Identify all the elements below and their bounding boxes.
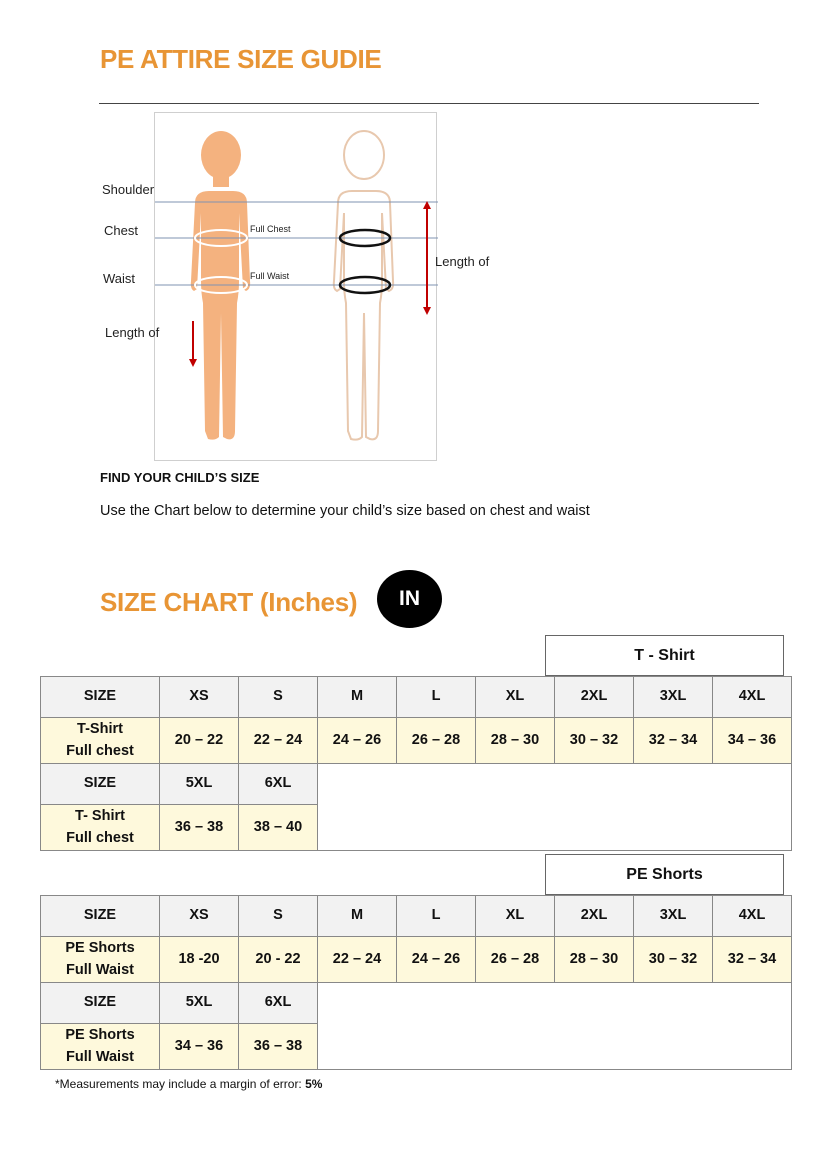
page-title: PE ATTIRE SIZE GUDIE (100, 44, 382, 74)
size-chart-title: SIZE CHART (Inches) (100, 587, 358, 617)
empty-area (318, 983, 792, 1024)
size-header-row (41, 983, 792, 1024)
shoulder-label: Shoulder (102, 182, 155, 197)
size-cell: 3XL (634, 677, 713, 718)
child-body-illustration (155, 113, 438, 462)
measurement-figure (154, 112, 437, 461)
value-cell: 30 – 32 (555, 718, 634, 764)
footnote-value: 5% (305, 1077, 323, 1091)
value-cell: 34 – 36 (713, 718, 792, 764)
title-divider (99, 103, 759, 104)
length-right-label: Length of (435, 254, 490, 269)
measure-label-line: PE Shorts (65, 1026, 135, 1043)
measure-label-cell (41, 1024, 160, 1070)
size-label-cell: SIZE (41, 677, 160, 718)
measure-label-line: T- Shirt (75, 807, 125, 824)
find-size-heading: FIND YOUR CHILD’S SIZE (100, 470, 260, 485)
value-cell: 36 – 38 (160, 805, 239, 851)
value-cell: 32 – 34 (634, 718, 713, 764)
measure-label-cell (41, 718, 160, 764)
shorts-table-caption: PE Shorts (545, 854, 784, 895)
measure-label-line: Full Waist (66, 1048, 134, 1065)
size-label-cell: SIZE (41, 764, 160, 805)
size-header-row (41, 764, 792, 805)
value-cell: 24 – 26 (397, 937, 476, 983)
size-cell: M (318, 896, 397, 937)
tshirt-size-table (40, 676, 792, 851)
measure-label-line: Full Waist (66, 961, 134, 978)
shorts-size-table (40, 895, 792, 1070)
footnote-text: *Measurements may include a margin of error: (55, 1077, 306, 1091)
size-cell: 5XL (160, 764, 239, 805)
size-cell: XL (476, 896, 555, 937)
measure-label-line: PE Shorts (65, 939, 135, 956)
size-cell: XS (160, 896, 239, 937)
measure-label-cell (41, 805, 160, 851)
size-cell: 6XL (239, 983, 318, 1024)
value-cell: 20 - 22 (239, 937, 318, 983)
measure-label-line: Full chest (66, 742, 134, 759)
value-cell: 18 -20 (160, 937, 239, 983)
size-cell: L (397, 896, 476, 937)
full-chest-label: Full Chest (250, 224, 291, 234)
size-cell: 5XL (160, 983, 239, 1024)
measurement-row (41, 1024, 792, 1070)
size-label-cell: SIZE (41, 983, 160, 1024)
size-cell: 4XL (713, 896, 792, 937)
value-cell: 38 – 40 (239, 805, 318, 851)
size-cell: 2XL (555, 677, 634, 718)
size-header-row (41, 896, 792, 937)
value-cell: 32 – 34 (713, 937, 792, 983)
value-cell: 26 – 28 (397, 718, 476, 764)
size-cell: 3XL (634, 896, 713, 937)
chest-label: Chest (104, 223, 138, 238)
empty-area (318, 1024, 792, 1070)
length-left-label: Length of (105, 325, 160, 340)
value-cell: 26 – 28 (476, 937, 555, 983)
value-cell: 28 – 30 (476, 718, 555, 764)
empty-area (318, 764, 792, 805)
unit-badge: IN (377, 570, 442, 628)
size-cell: L (397, 677, 476, 718)
measure-label-cell (41, 937, 160, 983)
value-cell: 28 – 30 (555, 937, 634, 983)
measurement-row (41, 718, 792, 764)
empty-area (318, 805, 792, 851)
size-cell: 4XL (713, 677, 792, 718)
value-cell: 36 – 38 (239, 1024, 318, 1070)
measurement-row (41, 937, 792, 983)
measurement-row (41, 805, 792, 851)
size-label-cell: SIZE (41, 896, 160, 937)
size-header-row (41, 677, 792, 718)
size-cell: S (239, 677, 318, 718)
size-cell: XL (476, 677, 555, 718)
value-cell: 22 – 24 (239, 718, 318, 764)
size-cell: S (239, 896, 318, 937)
value-cell: 20 – 22 (160, 718, 239, 764)
size-cell: 6XL (239, 764, 318, 805)
value-cell: 34 – 36 (160, 1024, 239, 1070)
footnote (55, 1077, 322, 1091)
tshirt-table-caption: T - Shirt (545, 635, 784, 676)
size-cell: XS (160, 677, 239, 718)
measure-label-line: T-Shirt (77, 720, 123, 737)
value-cell: 22 – 24 (318, 937, 397, 983)
full-waist-label: Full Waist (250, 271, 290, 281)
size-cell: 2XL (555, 896, 634, 937)
size-cell: M (318, 677, 397, 718)
waist-label: Waist (103, 271, 136, 286)
measure-label-line: Full chest (66, 829, 134, 846)
value-cell: 30 – 32 (634, 937, 713, 983)
find-size-instructions: Use the Chart below to determine your child’s size based on chest and waist (100, 503, 590, 519)
value-cell: 24 – 26 (318, 718, 397, 764)
